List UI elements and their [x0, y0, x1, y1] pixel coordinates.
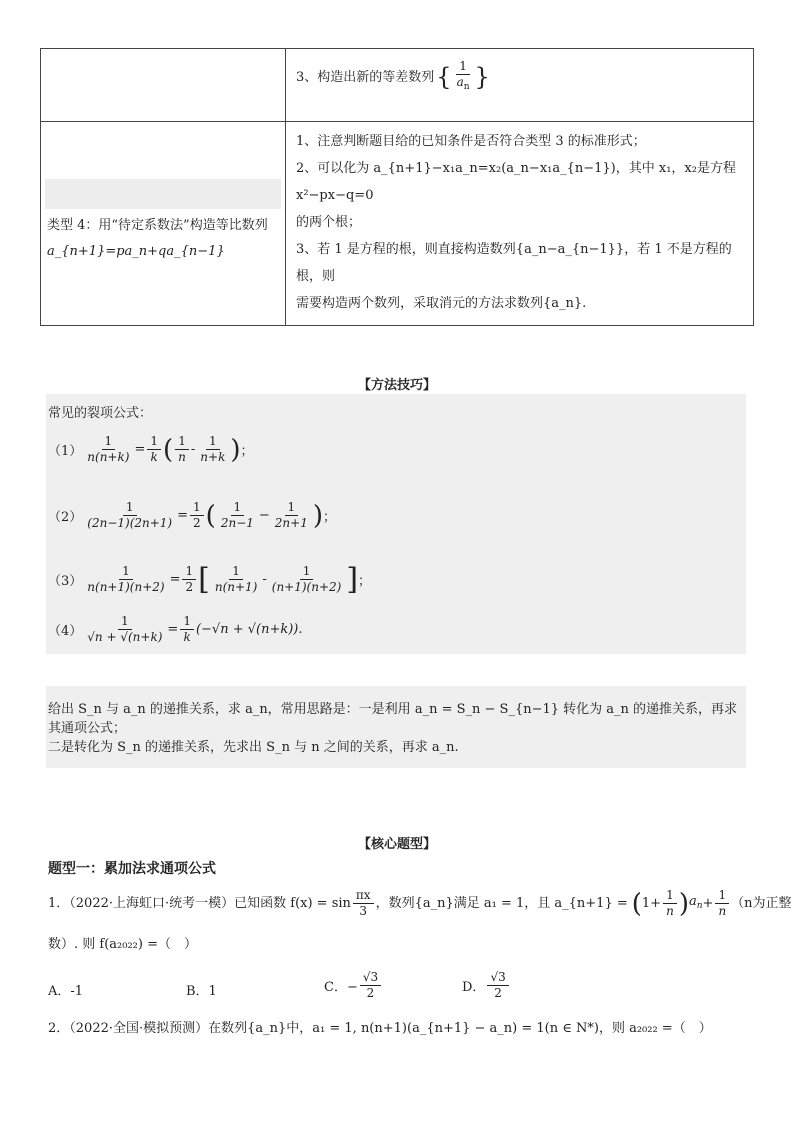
- type4-formula: a_{n+1}=pa_n+qa_{n−1}: [47, 243, 225, 259]
- methods-heading: 【方法技巧】: [357, 378, 436, 393]
- question-1-line1: 1．（2022·上海虹口·统考一模）已知函数 f(x) = sin $\frac{\pi x}{3}$ ，数列{a_n}满足 a₁ = 1，且 a_{n+1} = ( 1+ $\frac{1}{n}$ ) $a_n$ + $\frac{1}{n}$ （n为正整: [48, 888, 792, 919]
- question-2: 2．（2022·全国·模拟预测）在数列{a_n}中，a₁ = 1, n(n+1)(a_{n+1} − a_n) = 1(n ∈ N*)，则 a₂₀₂₂ =（ ）: [48, 1021, 712, 1036]
- sn-an-tip-line1: 给出 S_n 与 a_n 的递推关系，求 a_n，常用思路是：一是利用 a_n = S_n − S_{n−1} 转化为 a_n 的递推关系，再求其通项公式；: [48, 702, 738, 736]
- comparison-table: [40, 48, 754, 326]
- note-2-cont: 的两个根；: [296, 215, 362, 230]
- core-heading: 【核心题型】: [357, 837, 436, 852]
- table-cell: [286, 49, 754, 122]
- table-row: [41, 49, 754, 122]
- table-cell-empty: [41, 49, 286, 122]
- q1-option-d[interactable]: D． $\frac{√3}{2}$: [462, 970, 511, 1001]
- reciprocal-sequence: { $\frac{1}{a_n}$ }: [436, 59, 490, 92]
- note-3-cont: 需要构造两个数列，采取消元的方法求数列{a_n}.: [296, 296, 587, 311]
- question-1-line2: 数）. 则 f(a₂₀₂₂) =（ ）: [48, 937, 197, 952]
- q1-option-a[interactable]: A．-1: [48, 984, 84, 999]
- type1-title: 题型一：累加法求通项公式: [48, 861, 216, 877]
- formula-4: （4） $\frac{1}{√n + √(n+k)}$ = $\frac{1}{k}$ (−√n + √(n+k)).: [48, 614, 303, 644]
- split-term-formulas-box: [46, 394, 746, 654]
- formulas-intro: 常见的裂项公式：: [48, 406, 153, 421]
- note-3: 3、若 1 是方程的根，则直接构造数列{a_n−a_{n−1}}，若 1 不是方程的根，则: [296, 242, 732, 284]
- formula-2: （2） $\frac{1}{(2n-1)(2n+1)}$ = $\frac{1}{2}$ ( $\frac{1}{2n-1}$ − $\frac{1}{2n+1}$ ) ；: [48, 500, 337, 531]
- note-2: 2、可以化为 a_{n+1}−x₁a_n=x₂(a_n−x₁a_{n−1})，其中 x₁，x₂是方程 x²−px−q=0: [296, 161, 736, 203]
- type3-step3-text: 3、构造出新的等差数列: [296, 69, 435, 85]
- type4-title: 类型 4：用“待定系数法”构造等比数列: [47, 217, 268, 233]
- formula-1: （1） $\frac{1}{n(n+k)}$ = $\frac{1}{k}$ ( $\frac{1}{n}$ - $\frac{1}{n+k}$ ) ；: [48, 434, 254, 465]
- table-cell-type4-notes: [286, 122, 754, 326]
- table-cell-type4: [41, 122, 286, 326]
- q1-option-b[interactable]: B．1: [186, 984, 217, 999]
- q1-option-c[interactable]: C．− $\frac{√3}{2}$: [324, 970, 383, 1001]
- sn-an-tip-box: [46, 686, 746, 768]
- gray-shade: [45, 179, 281, 209]
- note-1: 1、注意判断题目给的已知条件是否符合类型 3 的标准形式；: [296, 134, 646, 149]
- formula-3: （3） $\frac{1}{n(n+1)(n+2)}$ = $\frac{1}{2}$ [ $\frac{1}{n(n+1)}$ - $\frac{1}{(n+1)(n+2)}$ ] ；: [48, 562, 372, 597]
- table-row: [41, 122, 754, 326]
- sn-an-tip-line2: 二是转化为 S_n 的递推关系，先求出 S_n 与 n 之间的关系，再求 a_n.: [48, 740, 459, 755]
